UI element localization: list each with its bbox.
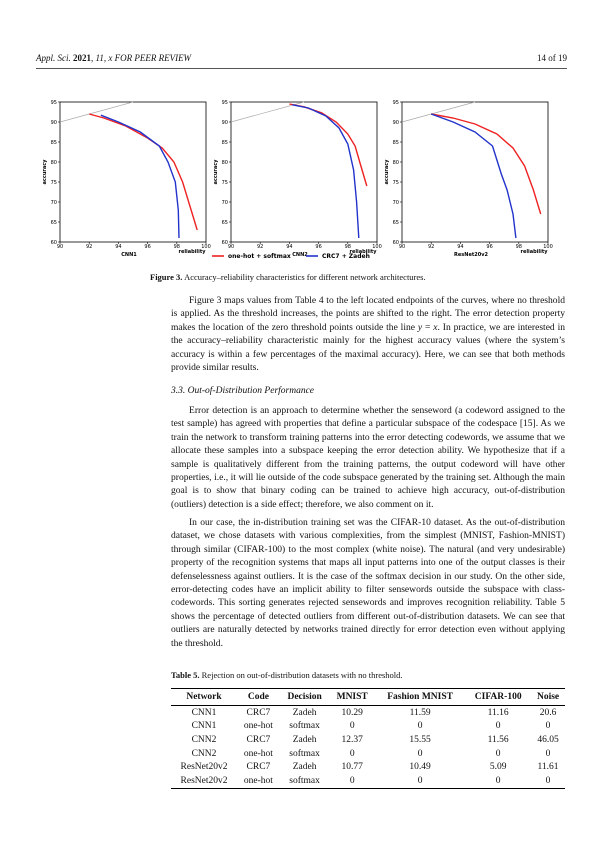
x-tick-label: 90	[227, 244, 235, 250]
series-line	[431, 114, 516, 238]
x-tick-label: 92	[257, 244, 264, 250]
table-cell: 20.6	[539, 707, 557, 718]
table-cell: 11.59	[409, 707, 431, 718]
x-tick-label: 98	[173, 244, 180, 250]
table-cell: 0	[349, 721, 355, 732]
table-cell: ResNet20v2	[171, 774, 237, 788]
table-cell: Zadeh	[292, 707, 317, 718]
table-cell: softmax	[280, 774, 330, 788]
table-cell: 0	[329, 774, 375, 788]
y-tick-label: 95	[50, 99, 57, 106]
table-caption	[171, 670, 403, 680]
table-cell: one-hot	[243, 721, 273, 732]
table-cell: 10.77	[341, 762, 363, 773]
x-tick-label: 94	[115, 244, 122, 250]
y-tick-label: 65	[221, 219, 228, 226]
col-fashion-mnist: Fashion MNIST	[375, 689, 465, 706]
x-tick-label: 98	[515, 244, 522, 250]
y-tick-label: 80	[221, 159, 228, 166]
col-cifar100: CIFAR-100	[465, 689, 531, 706]
table-cell: ResNet20v2	[180, 762, 228, 773]
table-cell: 10.49	[409, 762, 431, 773]
x-axis-label: reliability	[349, 249, 377, 255]
table-cell: CNN1	[191, 707, 217, 718]
chart-title: ResNet20v2	[454, 252, 488, 258]
col-mnist: MNIST	[329, 689, 375, 706]
col-code: Code	[237, 689, 280, 706]
y-tick-label: 90	[50, 119, 57, 126]
y-tick-label: 75	[392, 179, 399, 186]
table-cell: 0	[349, 748, 355, 759]
y-tick-label: 85	[221, 139, 228, 146]
table-cell: 0	[495, 748, 501, 759]
rejection-table	[171, 688, 565, 789]
table-cell: 11.56	[487, 734, 509, 745]
table-cell: CRC7	[246, 707, 271, 718]
table-cell: 0	[545, 748, 551, 759]
legend-label: one-hot + softmax	[228, 253, 291, 260]
paragraph-ood-datasets: In our case, the in-distribution training set was the CIFAR-10 dataset. As the out-of-distribution dataset, we chose datasets with various complexities, from the simplest (MNIST, Fashion-MNIST) through similar (CIFAR-100) to the most complex (white noise). The natural (and very undesirable) property of the recognition systems that maps all input patterns into one of the output classes is their defenselessness against outliers. It is the case of the softmax decision in our study. On the other side, error-detecting codes have an implicit ability to filter sensewords outside the subspace with class-codewords. This sorting generates rejected sensewords and improves recognition reliability. Table 5 shows the percentage of detected outliers from different out-of-distribution datasets. We can see that outliers are naturally detected by networks trained directly for error detection even without applying the threshold.	[171, 517, 565, 649]
table-cell: 11.16	[487, 707, 509, 718]
y-tick-label: 80	[392, 159, 399, 166]
series-line	[431, 114, 541, 214]
table-cell: CNN2	[191, 748, 217, 759]
table-cell: 46.05	[537, 734, 559, 745]
x-tick-label: 94	[286, 244, 293, 250]
figure-3-charts	[0, 90, 601, 270]
y-tick-label: 75	[50, 179, 57, 186]
running-header	[36, 50, 567, 69]
col-decision: Decision	[280, 689, 330, 706]
table-cell: softmax	[289, 748, 320, 759]
x-tick-label: 90	[398, 244, 406, 250]
journal-year: 2021	[73, 53, 91, 63]
table-cell: 10.29	[341, 707, 363, 718]
x-axis-label: reliability	[520, 249, 548, 255]
table-cell: 11.61	[537, 762, 559, 773]
y-tick-label: 90	[392, 119, 399, 126]
y-tick-label: 60	[50, 239, 57, 246]
legend-label: CRC7 + Zadeh	[322, 253, 370, 260]
x-tick-label: 100	[372, 244, 382, 250]
figure-caption	[150, 272, 426, 282]
table-cell: 0	[417, 748, 423, 759]
table-label: Table 5.	[171, 670, 200, 680]
series-line	[289, 104, 366, 186]
section-heading: 3.3. Out-of-Distribution Performance	[171, 386, 315, 396]
y-tick-label: 70	[50, 199, 57, 206]
table-cell: 0	[495, 721, 501, 732]
series-line	[292, 105, 359, 238]
table-cell: softmax	[289, 721, 320, 732]
table-row	[171, 720, 565, 734]
x-tick-label: 90	[56, 244, 64, 250]
table-cell: CRC7	[246, 762, 271, 773]
journal-volume: 11	[95, 53, 104, 63]
col-network: Network	[171, 689, 237, 706]
table-cell: CNN2	[191, 734, 217, 745]
col-noise: Noise	[531, 689, 565, 706]
table-cell: 12.37	[341, 734, 363, 745]
table-cell: 5.09	[489, 762, 507, 773]
paragraph-figure-discussion: Figure 3 maps values from Table 4 to the left located endpoints of the curves, where no threshold is applied. As the threshold increases, the points are shifted to the right. The error detection property makes the location of the zero threshold points outside the line y = x. In practice, we are interested in the accuracy–reliability characteristic mainly for the highest accuracy values (where the system’s accuracy is within a few percentages of the maximal accuracy). Here, we can see that both methods provide similar results.	[171, 295, 566, 374]
x-tick-label: 96	[486, 244, 493, 250]
x-tick-label: 96	[315, 244, 322, 250]
table-row	[171, 774, 565, 788]
table-cell: 15.55	[409, 734, 431, 745]
table-cell: 0	[545, 721, 551, 732]
table-header-row	[171, 689, 565, 706]
page-number: 14 of 19	[537, 53, 567, 63]
y-tick-label: 70	[221, 199, 228, 206]
x-axis-label: reliability	[178, 249, 206, 255]
reference-line	[60, 102, 133, 122]
x-tick-label: 100	[543, 244, 553, 250]
x-tick-label: 94	[457, 244, 464, 250]
y-tick-label: 60	[221, 239, 228, 246]
y-axis-label: accuracy	[213, 159, 219, 185]
y-tick-label: 60	[392, 239, 399, 246]
y-axis-label: accuracy	[384, 159, 390, 185]
y-axis-label: accuracy	[42, 159, 48, 185]
table-row	[171, 706, 565, 720]
table-row	[171, 760, 565, 774]
y-tick-label: 95	[392, 99, 399, 106]
y-tick-label: 80	[50, 159, 57, 166]
figure-3	[0, 90, 601, 270]
table-cell: 0	[531, 774, 565, 788]
x-tick-label: 92	[428, 244, 435, 250]
y-tick-label: 70	[392, 199, 399, 206]
table-row	[171, 747, 565, 761]
header-citation: Appl. Sci. 2021, 11, x FOR PEER REVIEW	[36, 53, 192, 63]
table-cell: CNN1	[191, 721, 217, 732]
figure-label: Figure 3.	[150, 272, 183, 282]
plot-frame	[60, 102, 206, 242]
table-caption-text: Rejection on out-of-distribution datasets with no threshold.	[199, 670, 403, 680]
y-tick-label: 85	[392, 139, 399, 146]
y-tick-label: 75	[221, 179, 228, 186]
header-rest: , x FOR PEER REVIEW	[103, 53, 192, 63]
y-tick-label: 90	[221, 119, 228, 126]
chart-title: CNN1	[121, 252, 137, 258]
table-cell: CRC7	[246, 734, 271, 745]
table-cell: 0	[375, 774, 465, 788]
y-tick-label: 95	[221, 99, 228, 106]
y-tick-label: 65	[50, 219, 57, 226]
table-cell: 0	[417, 721, 423, 732]
table-cell: Zadeh	[292, 734, 317, 745]
series-line	[89, 114, 197, 230]
x-tick-label: 100	[201, 244, 211, 250]
x-tick-label: 98	[344, 244, 351, 250]
figure-caption-text: Accuracy–reliability characteristics for different network architectures.	[182, 272, 426, 282]
reference-line	[402, 102, 475, 122]
x-tick-label: 96	[144, 244, 151, 250]
journal-name: Appl. Sci.	[36, 53, 71, 63]
y-tick-label: 65	[392, 219, 399, 226]
y-tick-label: 85	[50, 139, 57, 146]
chart-title: CNN2	[292, 252, 308, 258]
table-row	[171, 733, 565, 747]
table-cell: 0	[465, 774, 531, 788]
paragraph-error-detection: Error detection is an approach to determine whether the senseword (a codeword assigned to the test sample) has agreed with properties that define a particular subspace of the codespace [15]. As we train the network to transform training patterns into the error detecting codewords, we assume that we allocate these samples into a subspace keeping the error detection ability. We hypothesize that if a sample is qualitatively different from the training patterns, the output codeword will have other properties, i.e., it will lie outside of the code subspace generated by the training set. Although the main goal is to show that binary coding can be trained to achieve high accuracy, out-of-distribution (outliers) detection is a side effect; therefore, we also comment on it.	[171, 405, 565, 510]
plot-frame	[231, 102, 377, 242]
table-cell: one-hot	[243, 748, 273, 759]
table-cell: Zadeh	[292, 762, 317, 773]
x-tick-label: 92	[86, 244, 93, 250]
table-cell: one-hot	[237, 774, 280, 788]
